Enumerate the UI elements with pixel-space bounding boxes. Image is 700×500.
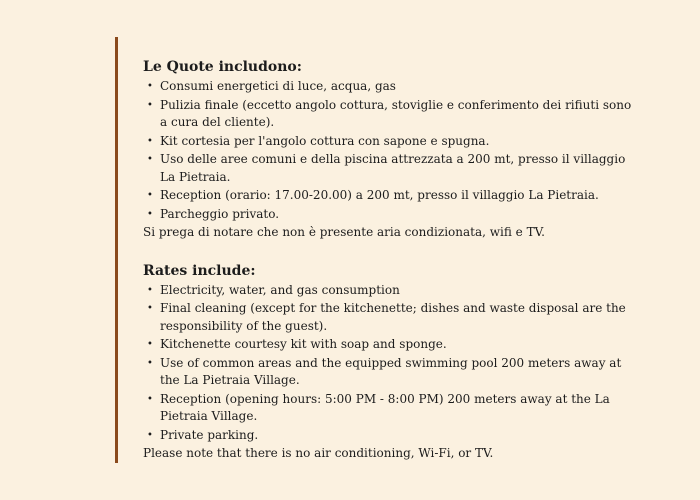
list-item	[143, 391, 633, 426]
list-item	[143, 187, 633, 205]
italian-section-title: Le Quote includono:	[143, 59, 302, 75]
bullet-icon: •	[147, 429, 153, 441]
list-item	[143, 206, 633, 224]
bullet-icon: •	[147, 154, 153, 165]
italian-section	[143, 58, 633, 242]
english-section-title: Rates include:	[143, 262, 256, 279]
italian-inclusions-list	[143, 78, 633, 223]
list-item	[143, 97, 633, 132]
list-item	[143, 336, 633, 354]
accent-bar	[115, 37, 118, 463]
list-item-text: Pulizia finale (eccetto angolo cottura, stoviglie e conferimento dei rifiuti sono a cura del cliente).	[160, 97, 632, 129]
list-item-text: Use of common areas and the equipped swimming pool 200 meters away at the La Pietraia Village.	[160, 355, 622, 387]
list-item-text: Reception (orario: 17.00-20.00) a 200 mt, presso il villaggio La Pietraia.	[160, 188, 599, 202]
list-item	[143, 282, 633, 300]
list-item-text: Electricity, water, and gas consumption	[160, 282, 400, 297]
list-item	[143, 151, 633, 186]
list-item-text: Consumi energetici di luce, acqua, gas	[160, 79, 396, 93]
english-note: Please note that there is no air conditioning, Wi-Fi, or TV.	[143, 446, 494, 460]
bullet-icon: •	[147, 339, 153, 350]
bullet-icon: •	[147, 357, 153, 369]
list-item-text: Kit cortesia per l'angolo cottura con sapone e spugna.	[160, 133, 490, 148]
bullet-icon: •	[147, 284, 153, 296]
list-item	[143, 133, 633, 151]
bullet-icon: •	[147, 190, 153, 201]
list-item	[143, 355, 633, 390]
italian-note: Si prega di notare che non è presente aria condizionata, wifi e TV.	[143, 225, 545, 239]
bullet-icon: •	[147, 393, 153, 405]
bullet-icon: •	[147, 303, 153, 314]
bullet-icon: •	[147, 81, 153, 92]
list-item-text: Reception (opening hours: 5:00 PM - 8:00 PM) 200 meters away at the La Pietraia Village.	[160, 391, 610, 423]
list-item	[143, 300, 633, 335]
english-inclusions-list	[143, 282, 633, 445]
bullet-icon: •	[147, 99, 153, 111]
list-item-text: Parcheggio privato.	[160, 206, 280, 221]
list-item-text: Uso delle aree comuni e della piscina attrezzata a 200 mt, presso il villaggio La Pietraia.	[160, 152, 626, 184]
list-item-text: Final cleaning (except for the kitchenette; dishes and waste disposal are the responsibility of the guest).	[160, 301, 626, 333]
bullet-icon: •	[147, 135, 153, 147]
bullet-icon: •	[147, 208, 153, 220]
list-item	[143, 427, 633, 445]
list-item	[143, 78, 633, 96]
list-item-text: Kitchenette courtesy kit with soap and sponge.	[160, 337, 447, 351]
list-item-text: Private parking.	[160, 427, 259, 442]
rates-content	[143, 58, 633, 463]
english-section	[143, 262, 633, 463]
